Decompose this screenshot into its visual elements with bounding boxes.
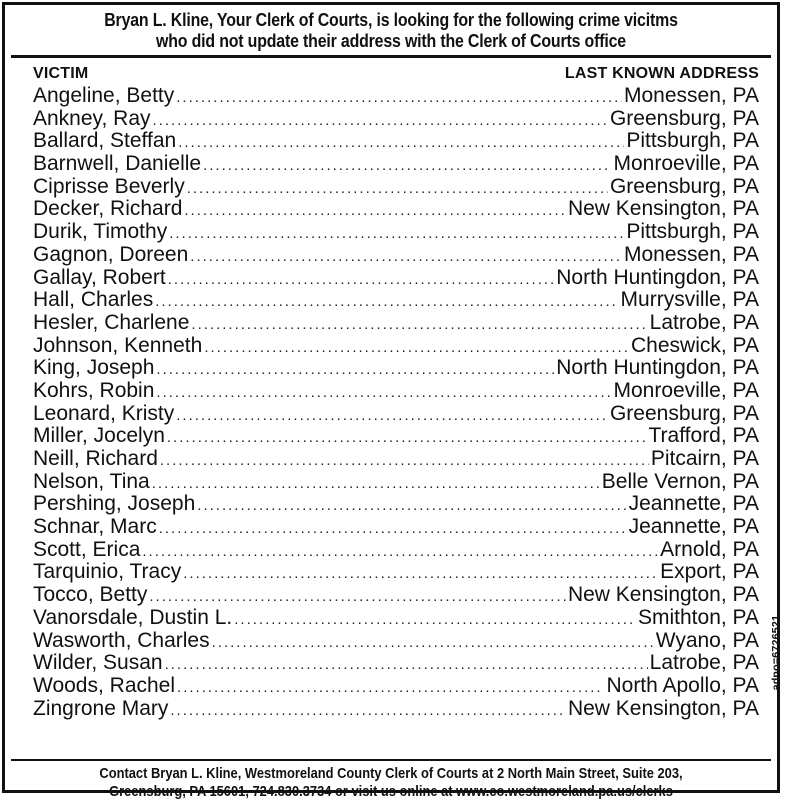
victim-name: Nelson, Tina xyxy=(33,469,150,493)
dot-leader xyxy=(156,382,611,405)
contact-footer xyxy=(59,765,723,801)
dot-leader xyxy=(184,200,566,223)
last-known-address: Cheswick, PA xyxy=(631,333,759,357)
last-known-address: North Huntingdon, PA xyxy=(556,265,759,289)
victim-name: King, Joseph xyxy=(33,356,155,380)
victim-name: Zingrone Mary xyxy=(33,696,169,720)
victim-row xyxy=(33,153,759,176)
victim-row xyxy=(33,516,759,539)
victim-row xyxy=(33,584,759,607)
last-known-address: Belle Vernon, PA xyxy=(601,469,759,493)
last-known-address: Latrobe, PA xyxy=(649,310,759,334)
victim-name: Durik, Timothy xyxy=(33,220,168,244)
last-known-address: Latrobe, PA xyxy=(649,651,759,675)
victim-row xyxy=(33,357,759,380)
last-known-address: Pittsburgh, PA xyxy=(626,129,759,153)
dot-leader xyxy=(178,132,624,155)
last-known-address: Greensburg, PA xyxy=(609,106,759,130)
last-known-address: Greensburg, PA xyxy=(609,174,759,198)
victim-column-header: VICTIM xyxy=(33,65,89,82)
victim-row xyxy=(33,425,759,448)
last-known-address: Monroeville, PA xyxy=(613,152,759,176)
victim-name: Barnwell, Danielle xyxy=(33,152,202,176)
victim-name: Hall, Charles xyxy=(33,288,154,312)
victim-name: Gagnon, Doreen xyxy=(33,242,189,266)
victim-name: Wilder, Susan xyxy=(33,651,163,675)
victim-name: Neill, Richard xyxy=(33,447,158,470)
victim-row xyxy=(33,221,759,244)
victim-name: Gallay, Robert xyxy=(33,265,166,289)
victim-row xyxy=(33,539,759,562)
victim-name: Hesler, Charlene xyxy=(33,310,190,334)
victim-row xyxy=(33,471,759,494)
dot-leader xyxy=(176,405,608,428)
last-known-address: Greensburg, PA xyxy=(609,401,759,425)
victim-name: Kohrs, Robin xyxy=(33,378,155,402)
dot-leader xyxy=(159,518,627,541)
victim-row xyxy=(33,198,759,221)
victim-name: Schnar, Marc xyxy=(33,515,157,539)
victim-row xyxy=(33,130,759,153)
last-known-address: Monessen, PA xyxy=(623,242,759,266)
dot-leader xyxy=(165,654,648,677)
victim-row xyxy=(33,335,759,358)
victim-name: Scott, Erica xyxy=(33,537,141,561)
last-known-address: New Kensington, PA xyxy=(567,696,759,720)
bottom-divider xyxy=(11,759,771,761)
last-known-address: New Kensington, PA xyxy=(567,197,759,221)
last-known-address: Jeannette, PA xyxy=(628,515,759,539)
dot-leader xyxy=(156,359,554,382)
victim-row xyxy=(33,244,759,267)
footer-line-1: Contact Bryan L. Kline, Westmoreland County Clerk of Courts at 2 North Main Street, Suite 203, xyxy=(99,765,683,782)
victim-row xyxy=(33,630,759,653)
victim-name: Tocco, Betty xyxy=(33,583,148,607)
victim-row xyxy=(33,493,759,516)
victim-name: Ankney, Ray xyxy=(33,106,151,130)
last-known-address: Jeannette, PA xyxy=(628,492,759,516)
last-known-address: Pitcairn, PA xyxy=(650,447,759,470)
dot-leader xyxy=(152,473,600,496)
victim-name: Miller, Jocelyn xyxy=(33,424,165,448)
victim-name: Woods, Rachel xyxy=(33,673,176,697)
victim-row xyxy=(33,108,759,131)
footer-line-2: Greensburg, PA 15601, 724.830.3734 or visit us online at www.co.westmoreland.pa.us/clerks xyxy=(109,783,673,800)
last-known-address: Pittsburgh, PA xyxy=(626,220,759,244)
last-known-address: Smithton, PA xyxy=(638,605,759,629)
dot-leader xyxy=(167,427,647,450)
victim-name: Johnson, Kenneth xyxy=(33,333,203,357)
victim-row xyxy=(33,561,759,584)
victim-name: Tarquinio, Tracy xyxy=(33,560,182,584)
dot-leader xyxy=(155,291,618,314)
last-known-address: New Kensington, PA xyxy=(567,583,759,607)
victim-row xyxy=(33,698,759,721)
dot-leader xyxy=(160,450,649,473)
last-known-address: Export, PA xyxy=(660,560,759,584)
dot-leader xyxy=(176,87,622,110)
last-known-address: Trafford, PA xyxy=(648,424,759,448)
victim-row xyxy=(33,176,759,199)
last-known-address: Murrysville, PA xyxy=(620,288,759,312)
victim-row xyxy=(33,675,759,698)
ad-number: adno=6726521 xyxy=(771,615,783,691)
victim-name: Decker, Richard xyxy=(33,197,183,221)
dot-leader xyxy=(212,632,654,655)
dot-leader xyxy=(191,314,647,337)
victim-rows xyxy=(33,85,759,720)
last-known-address: North Huntingdon, PA xyxy=(556,356,759,380)
victim-list xyxy=(33,65,759,720)
headline-line-1: Bryan L. Kline, Your Clerk of Courts, is looking for the following crime vicitms xyxy=(104,9,678,30)
dot-leader xyxy=(234,609,636,632)
victim-row xyxy=(33,403,759,426)
dot-leader xyxy=(203,155,611,178)
victim-name: Wasworth, Charles xyxy=(33,628,210,652)
last-known-address: North Apollo, PA xyxy=(606,673,759,697)
address-column-header: LAST KNOWN ADDRESS xyxy=(564,65,759,82)
victim-row xyxy=(33,448,759,471)
victim-row xyxy=(33,289,759,312)
headline-line-2: who did not update their address with the Clerk of Courts office xyxy=(156,30,626,51)
last-known-address: Wyano, PA xyxy=(655,628,759,652)
top-divider xyxy=(11,55,771,58)
notice-frame xyxy=(2,2,783,800)
dot-leader xyxy=(197,495,626,518)
headline xyxy=(59,9,723,51)
last-known-address: Monessen, PA xyxy=(623,84,759,107)
victim-name: Leonard, Kristy xyxy=(33,401,175,425)
victim-name: Angeline, Betty xyxy=(33,84,175,107)
dot-leader xyxy=(170,700,566,723)
dot-leader xyxy=(169,223,624,246)
dot-leader xyxy=(177,677,604,700)
victim-row xyxy=(33,652,759,675)
dot-leader xyxy=(153,110,608,133)
victim-row xyxy=(33,380,759,403)
dot-leader xyxy=(187,178,608,201)
dot-leader xyxy=(168,269,555,292)
last-known-address: Monroeville, PA xyxy=(613,378,759,402)
column-headers xyxy=(33,65,759,85)
victim-name: Ballard, Steffan xyxy=(33,129,177,153)
victim-row xyxy=(33,312,759,335)
victim-name: Vanorsdale, Dustin L. xyxy=(33,605,233,629)
victim-name: Ciprisse Beverly xyxy=(33,174,185,198)
victim-row xyxy=(33,607,759,630)
victim-row xyxy=(33,85,759,108)
dot-leader xyxy=(142,541,658,564)
victim-name: Pershing, Joseph xyxy=(33,492,196,516)
victim-row xyxy=(33,267,759,290)
last-known-address: Arnold, PA xyxy=(660,537,759,561)
